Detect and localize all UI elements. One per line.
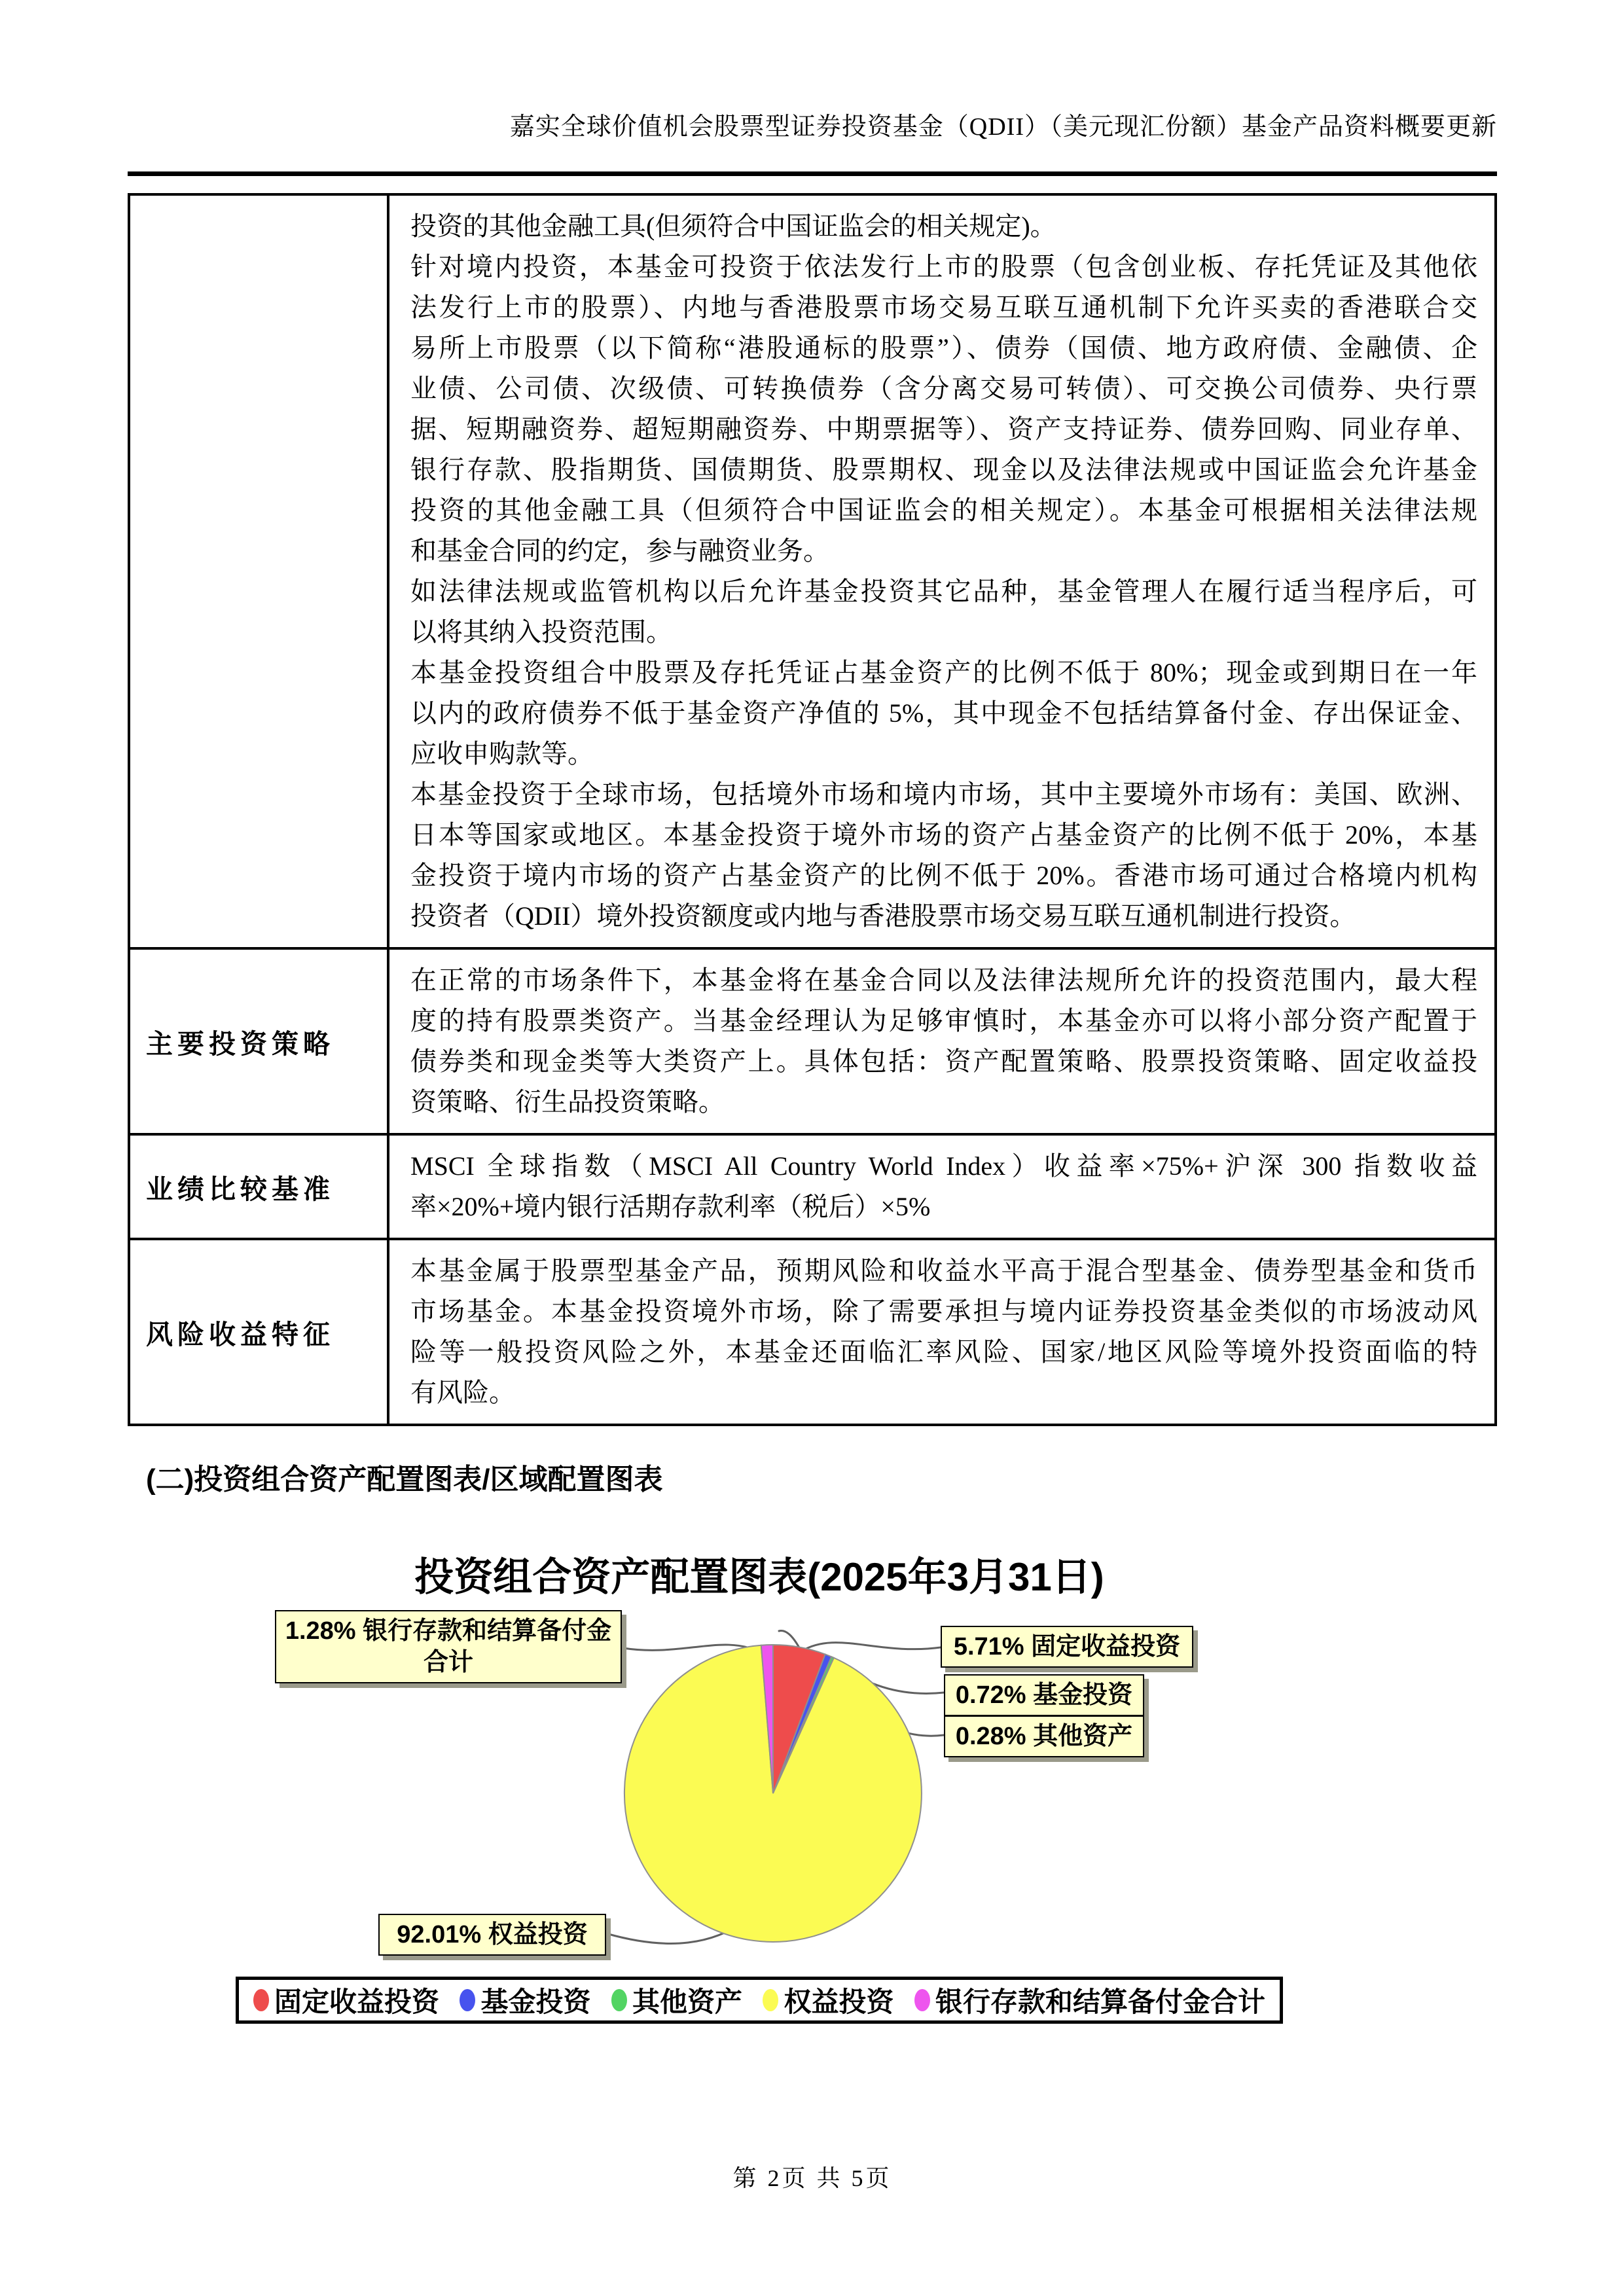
text-line: MSCI 全球指数（MSCI All Country World Index）收益率×75%+沪深 300 指数收益 [410, 1151, 1477, 1181]
callout-fixed-income: 5.71% 固定收益投资 [941, 1626, 1193, 1668]
table-row-investment-scope [129, 194, 1496, 948]
risk-return-content-cell [388, 1239, 1496, 1425]
benchmark-content-cell [388, 1134, 1496, 1239]
legend-item-bank-deposits [914, 1981, 1265, 2020]
text-line: 银行存款、股指期货、国债期货、股票期权、现金以及法律法规或中国证监会允许基金 [410, 455, 1477, 484]
section-heading: (二)投资组合资产配置图表/区域配置图表 [146, 1463, 663, 1496]
callout-equity: 92.01% 权益投资 [378, 1914, 606, 1956]
row-label: 主要投资策略 [146, 1028, 334, 1059]
leader-line-fixed-income [801, 1643, 941, 1651]
text-line: 率×20%+境内银行活期存款利率（税后）×5% [410, 1192, 931, 1221]
table-row-benchmark [129, 1134, 1496, 1239]
text-line: 有风险。 [410, 1378, 515, 1407]
text-line: 业债、公司债、次级债、可转换债券（含分离交易可转债）、可交换公司债券、央行票 [410, 374, 1477, 403]
legend-item-other-assets [611, 1981, 742, 2020]
table-row-risk-return [129, 1239, 1496, 1425]
text-line: 以内的政府债券不低于基金资产净值的 5%，其中现金不包括结算备付金、存出保证金、 [410, 698, 1477, 728]
benchmark-label-cell [129, 1134, 388, 1239]
text-line: 债券类和现金类等大类资产上。具体包括：资产配置策略、股票投资策略、固定收益投 [410, 1047, 1477, 1076]
text-line: 市场基金。本基金投资境外市场，除了需要承担与境内证券投资基金类似的市场波动风 [410, 1297, 1477, 1326]
text-line: 投资的其他金融工具(但须符合中国证监会的相关规定)。 [410, 211, 1056, 241]
benchmark-text [410, 1146, 1477, 1227]
text-line: 在正常的市场条件下，本基金将在基金合同以及法律法规所允许的投资范围内，最大程 [410, 965, 1477, 995]
investment-scope-label-cell [129, 194, 388, 948]
text-line: 资策略、衍生品投资策略。 [410, 1087, 725, 1117]
legend-item-fund-investment [460, 1981, 590, 2020]
main-strategy-text [410, 960, 1477, 1122]
text-line: 法发行上市的股票）、内地与香港股票市场交易互联互通机制下允许买卖的香港联合交 [410, 293, 1477, 322]
legend-label: 其他资产 [632, 1986, 742, 2017]
legend-label: 银行存款和结算备付金合计 [935, 1986, 1265, 2017]
chart-title: 投资组合资产配置图表(2025年3月31日) [414, 1555, 1104, 1599]
pie-slices [624, 1645, 922, 1942]
legend-label: 基金投资 [480, 1986, 591, 2017]
page-number: 第 2页 共 5页 [732, 2165, 892, 2191]
text-line: 日本等国家或地区。本基金投资于境外市场的资产占基金资产的比例不低于 20%，本基 [410, 820, 1477, 850]
legend-item-fixed-income [253, 1981, 439, 2020]
legend-label: 权益投资 [784, 1986, 894, 2017]
main-strategy-label-cell [129, 948, 388, 1134]
legend-label: 固定收益投资 [274, 1986, 440, 2017]
asset-allocation-chart [223, 1537, 1296, 2060]
legend-dot-icon [460, 1989, 475, 2011]
text-line: 投资的其他金融工具（但须符合中国证监会的相关规定）。本基金可根据相关法律法规 [410, 495, 1477, 525]
text-line: 本基金投资于全球市场，包括境外市场和境内市场，其中主要境外市场有：美国、欧洲、 [410, 780, 1477, 809]
document-header [128, 110, 1497, 176]
document-title: 嘉实全球价值机会股票型证券投资基金（QDII）（美元现汇份额）基金产品资料概要更新 [509, 113, 1497, 141]
text-line: 和基金合同的约定，参与融资业务。 [410, 536, 829, 565]
callout-other-assets: 0.28% 其他资产 [944, 1715, 1144, 1757]
text-line: 据、短期融资券、超短期融资券、中期票据等）、资产支持证券、债券回购、同业存单、 [410, 414, 1477, 444]
investment-scope-text [410, 206, 1477, 937]
row-label: 风险收益特征 [146, 1319, 334, 1350]
text-line: 以将其纳入投资范围。 [410, 617, 672, 647]
main-strategy-content-cell [388, 948, 1496, 1134]
chart-legend [236, 1977, 1283, 2024]
risk-return-text [410, 1251, 1477, 1413]
text-line: 金投资于境内市场的资产占基金资产的比例不低于 20%。香港市场可通过合格境内机构 [410, 861, 1477, 890]
text-line: 本基金属于股票型基金产品，预期风险和收益水平高于混合型基金、债券型基金和货币 [410, 1256, 1477, 1285]
investment-scope-content-cell [388, 194, 1496, 948]
legend-dot-icon [763, 1989, 778, 2011]
text-line: 度的持有股票类资产。当基金经理认为足够审慎时，本基金亦可以将小部分资产配置于 [410, 1006, 1477, 1035]
legend-dot-icon [253, 1989, 269, 2011]
callout-bank-deposits: 1.28% 银行存款和结算备付金合计 [275, 1610, 622, 1683]
legend-item-equity [763, 1981, 893, 2020]
legend-dot-icon [611, 1989, 627, 2011]
text-line: 如法律法规或监管机构以后允许基金投资其它品种，基金管理人在履行适当程序后，可 [410, 577, 1477, 606]
text-line: 易所上市股票（以下简称“港股通标的股票”）、债券（国债、地方政府债、金融债、企 [410, 333, 1477, 363]
fund-info-table [128, 193, 1497, 1426]
table-row-main-strategy [129, 948, 1496, 1134]
text-line: 应收申购款等。 [410, 739, 594, 768]
legend-dot-icon [914, 1989, 930, 2011]
text-line: 险等一般投资风险之外，本基金还面临汇率风险、国家/地区风险等境外投资面临的特 [410, 1337, 1477, 1367]
text-line: 本基金投资组合中股票及存托凭证占基金资产的比例不低于 80%；现金或到期日在一年 [410, 658, 1477, 687]
row-label: 业绩比较基准 [146, 1174, 334, 1204]
callout-fund-investment: 0.72% 基金投资 [944, 1674, 1144, 1716]
text-line: 投资者（QDII）境外投资额度或内地与香港股票市场交易互联互通机制进行投资。 [410, 901, 1356, 931]
page-content [128, 110, 1497, 2193]
risk-return-label-cell [129, 1239, 388, 1425]
text-line: 针对境内投资，本基金可投资于依法发行上市的股票（包含创业板、存托凭证及其他依 [410, 252, 1477, 281]
